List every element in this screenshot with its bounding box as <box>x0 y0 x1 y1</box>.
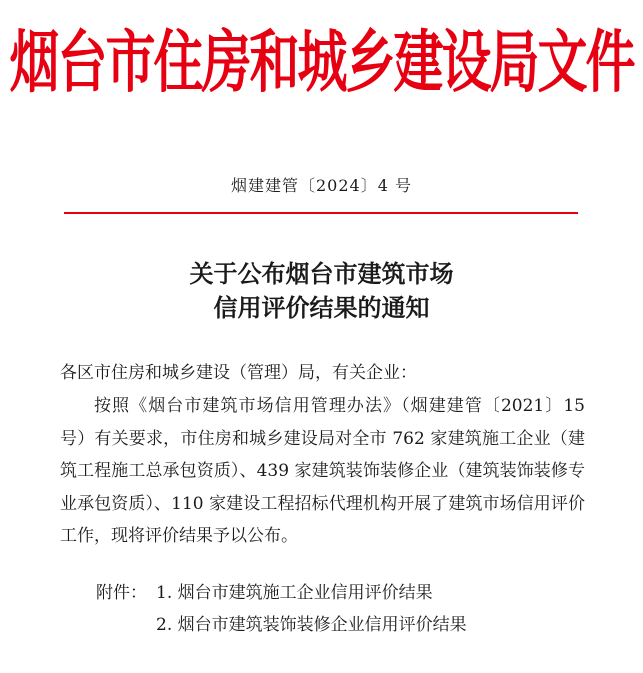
attachment-row <box>96 609 596 641</box>
title-line-2: 信用评价结果的通知 <box>213 293 430 322</box>
document-number: 烟建建管〔2024〕4 号 <box>231 176 412 195</box>
attachment-item-2: 2. 烟台市建筑装饰装修企业信用评价结果 <box>156 615 467 635</box>
document-title <box>0 257 643 325</box>
body-paragraph: 按照《烟台市建筑市场信用管理办法》（烟建建管〔2021〕15 号）有关要求，市住房和城乡建设局对全市 762 家建筑施工企业（建筑工程施工总承包资质）、439 家建筑装饰装修企业（建筑装饰装修专业承包资质）、110 家建设工程招标代理机构开展了建筑市场信用评价工作，现将评价结果予以公布。 <box>60 396 585 546</box>
attachments-list <box>96 577 596 641</box>
title-line-1: 关于公布烟台市建筑市场 <box>189 259 454 288</box>
red-divider <box>64 212 578 214</box>
attachment-item-1: 1. 烟台市建筑施工企业信用评价结果 <box>156 583 433 603</box>
salutation: 各区市住房和城乡建设（管理）局，有关企业： <box>60 363 417 383</box>
issuer-header-title: 烟台市住房和城乡建设局文件 <box>9 23 634 102</box>
attachments-label: 附件： <box>96 583 147 603</box>
attachment-row <box>96 577 596 609</box>
